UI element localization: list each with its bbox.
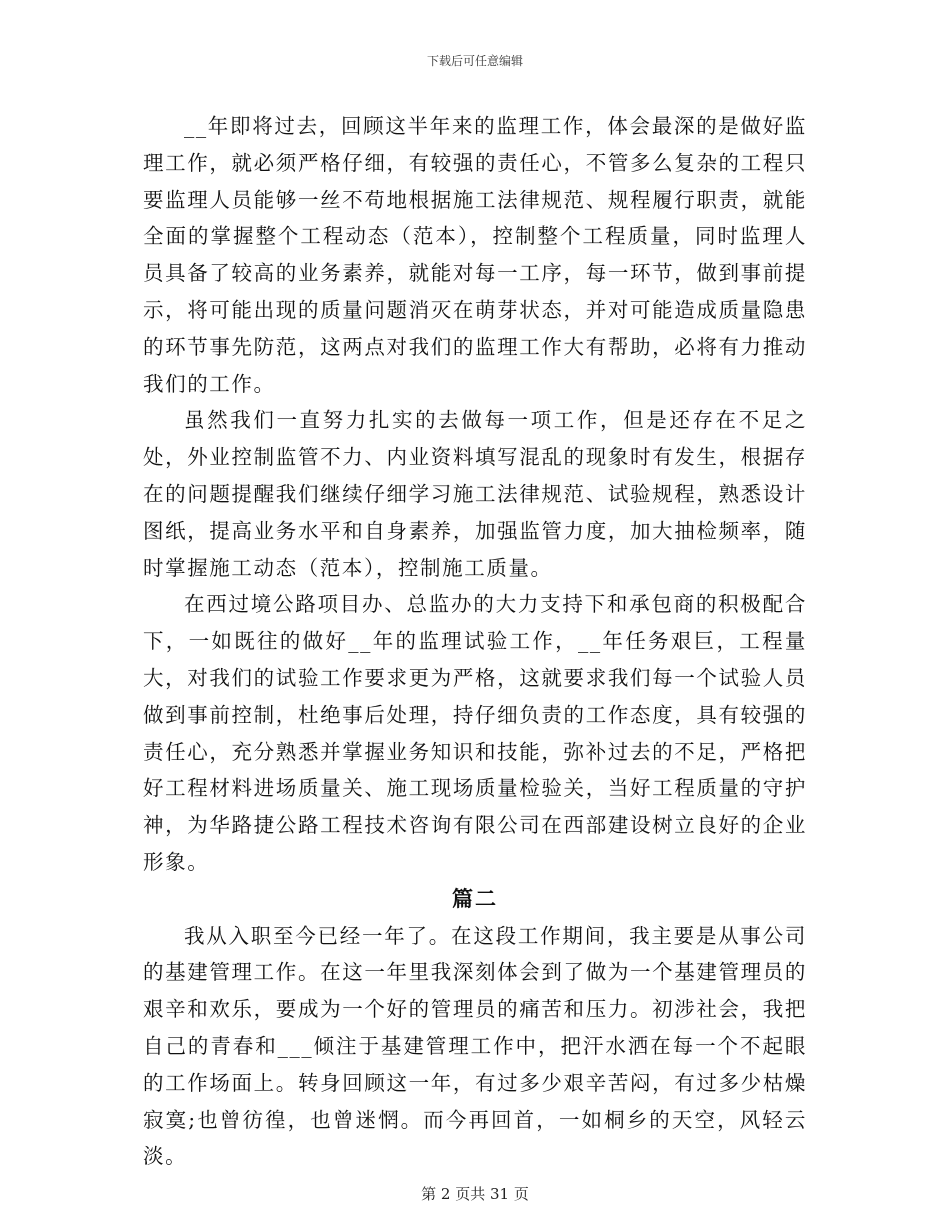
paragraph-summary: __年即将过去，回顾这半年来的监理工作，体会最深的是做好监理工作，就必须严格仔细，有较强的责任心，不管多么复杂的工程只要监理人员能够一丝不苟地根据施工法律规范、规程履行职责，就能全面的掌握整个工程动态（范本），控制整个工程质量，同时监理人员具备了较高的业务素养，就能对每一工序，每一环节，做到事前提示，将可能出现的质量问题消灭在萌芽状态，并对可能造成质量隐患的环节事先防范，这两点对我们的监理工作大有帮助，必将有力推动我们的工作。 [143,114,807,396]
paragraph-outlook: 在西过境公路项目办、总监办的大力支持下和承包商的积极配合下，一如既往的做好__年的监理试验工作，__年任务艰巨，工程量大，对我们的试验工作要求更为严格，这就要求我们每一个试验人员做到事前控制，杜绝事后处理，持仔细负责的工作态度，具有较强的责任心，充分熟悉并掌握业务知识和技能，弥补过去的不足，严格把好工程材料进场质量关、施工现场质量检验关，当好工程质量的守护神，为华路捷公路工程技术咨询有限公司在西部建设树立良好的企业形象。 [143,592,807,874]
section-title: 篇二 [452,885,498,911]
document-body [143,108,807,1175]
page-header-note: 下载后可任意编辑 [426,54,523,68]
page-number-footer: 第 2 页共 31 页 [421,1185,529,1203]
paragraph-section-two: 我从入职至今已经一年了。在这段工作期间，我主要是从事公司的基建管理工作。在这一年里我深刻体会到了做为一个基建管理员的艰辛和欢乐，要成为一个好的管理员的痛苦和压力。初涉社会，我把自己的青春和___倾注于基建管理工作中，把汗水洒在每一个不起眼的工作场面上。转身回顾这一年，有过多少艰辛苦闷，有过多少枯燥寂寞;也曾彷徨，也曾迷惘。而今再回首，一如桐乡的天空，风轻云淡。 [143,923,807,1169]
paragraph-shortcomings: 虽然我们一直努力扎实的去做每一项工作，但是还存在不足之处，外业控制监管不力、内业资料填写混乱的现象时有发生，根据存在的问题提醒我们继续仔细学习施工法律规范、试验规程，熟悉设计图纸，提高业务水平和自身素养，加强监管力度，加大抽检频率，随时掌握施工动态（范本），控制施工质量。 [143,408,807,580]
